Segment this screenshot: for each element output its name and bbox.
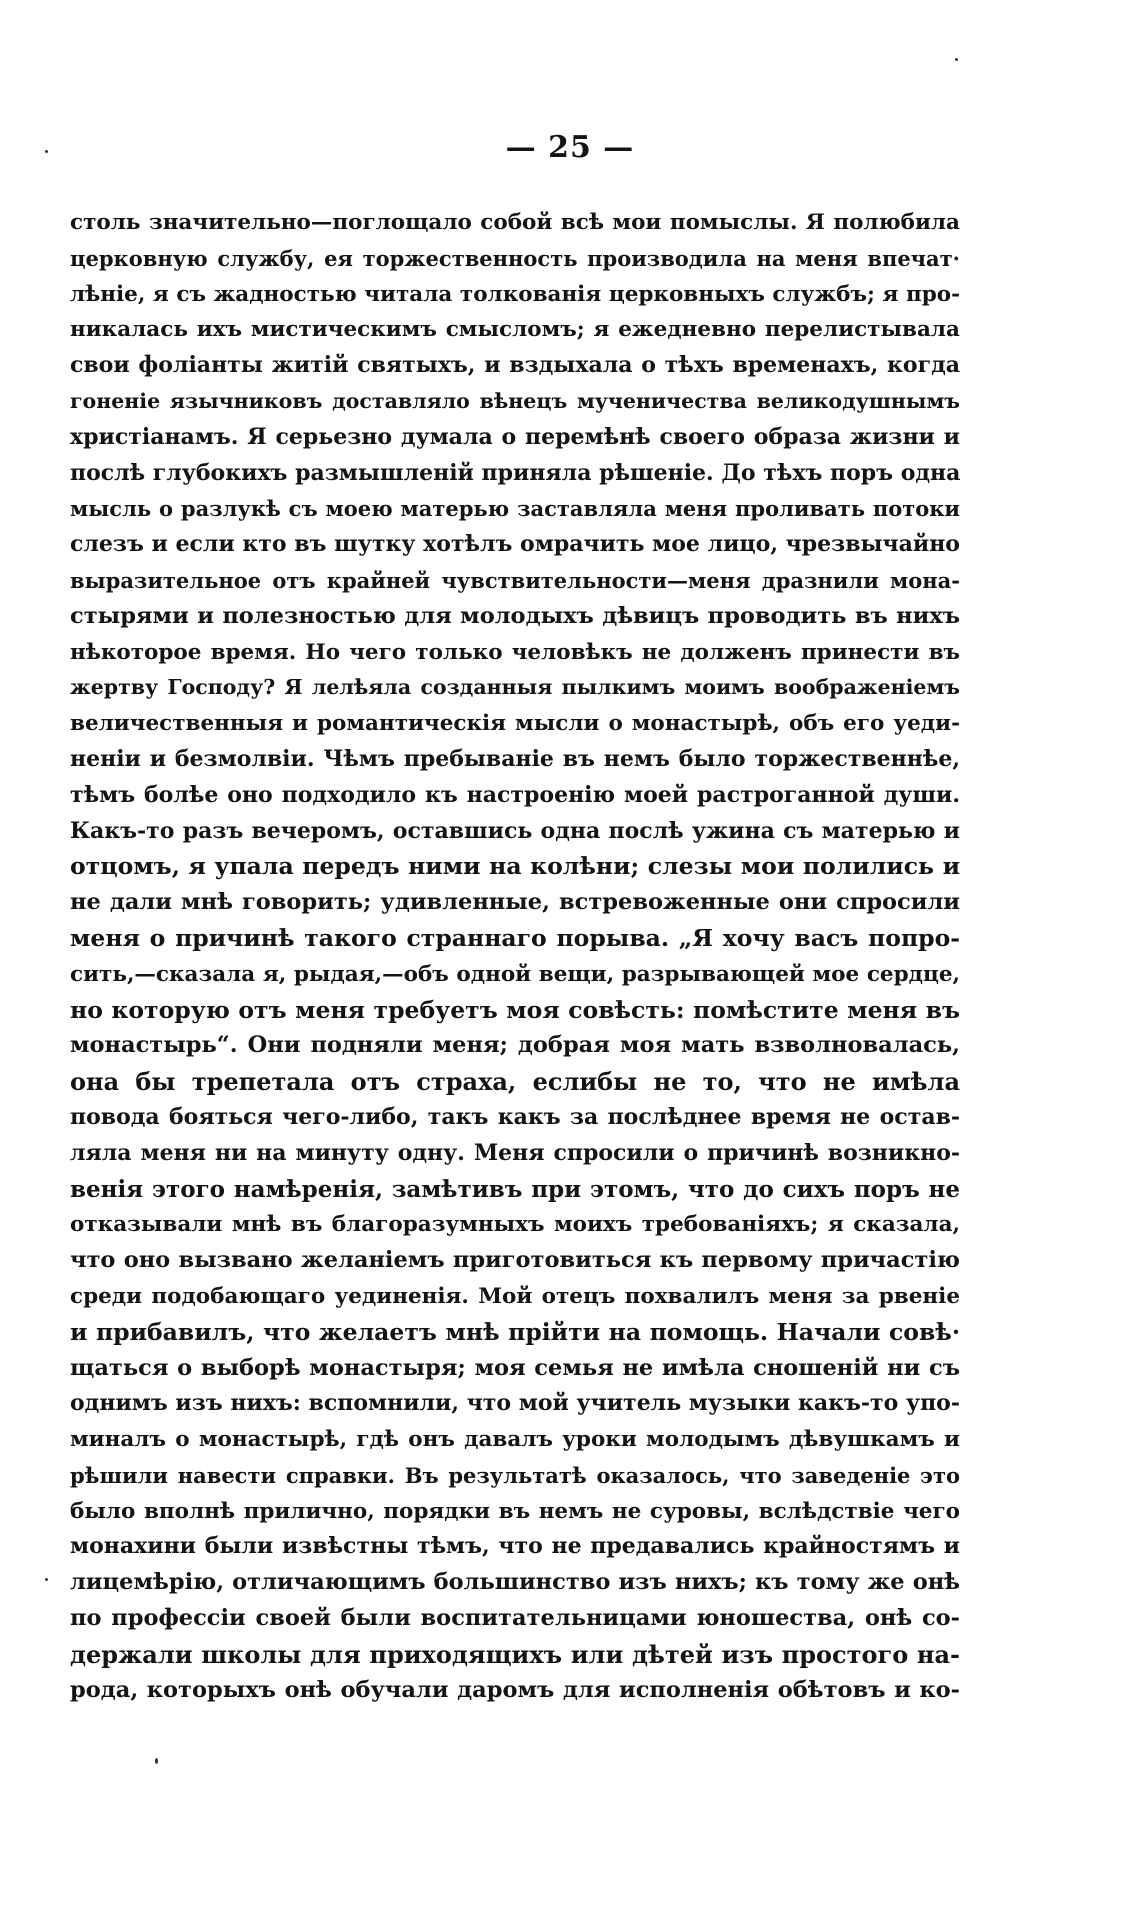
text-line: христіанамъ. Я серьезно думала о перемѣнѣ своего образа жизни и — [70, 423, 960, 450]
text-line: столь значительно—поглощало собой всѣ мои помыслы. Я полюбила — [70, 210, 960, 235]
text-line: монастырь“. Они подняли меня; добрая моя мать взволновалась, — [70, 1032, 960, 1059]
text-line: гоненіе язычниковъ доставляло вѣнецъ мученичества великодушнымъ — [70, 388, 960, 413]
text-line: Какъ-то разъ вечеромъ, оставшись одна послѣ ужина съ матерью и — [70, 817, 960, 844]
text-line: повода бояться чего-либо, такъ какъ за послѣднее время не остав- — [70, 1103, 960, 1130]
scan-speck — [155, 1758, 158, 1764]
text-line: слезъ и если кто въ шутку хотѣлъ омрачить мое лицо, чрезвычайно — [70, 531, 960, 558]
scan-speck — [45, 1578, 48, 1581]
text-line: отцомъ, я упала передъ ними на колѣни; слезы мои полились и — [70, 852, 960, 881]
text-line: по профессіи своей были воспитательницами юношества, онѣ со- — [70, 1605, 960, 1632]
text-line: неніи и безмолвіи. Чѣмъ пребываніе въ немъ было торжественнѣе, — [70, 745, 960, 772]
text-line: послѣ глубокихъ размышленій приняла рѣшеніе. До тѣхъ поръ одна — [70, 459, 960, 486]
text-line: рода, которыхъ онѣ обучали даромъ для исполненія обѣтовъ и ко- — [70, 1676, 960, 1703]
text-line: щаться о выборѣ монастыря; моя семья не имѣла сношеній ни съ — [70, 1354, 960, 1381]
text-line: никалась ихъ мистическимъ смысломъ; я ежедневно перелистывала — [70, 317, 960, 343]
text-line: однимъ изъ нихъ: вспомнили, что мой учитель музыки какъ-то упо- — [70, 1390, 960, 1417]
text-line: она бы трепетала отъ страха, еслибы не то, что не имѣла — [70, 1067, 960, 1097]
text-line: величественныя и романтическія мысли о монастырѣ, объ его уеди- — [70, 711, 960, 737]
body-text — [70, 205, 960, 1708]
text-line: миналъ о монастырѣ, гдѣ онъ давалъ уроки молодымъ дѣвушкамъ и — [70, 1427, 960, 1453]
text-line: среди подобающаго уединенія. Мой отецъ похвалилъ меня за рвеніе — [70, 1283, 960, 1309]
text-line: не дали мнѣ говорить; удивленные, встревоженные они спросили — [70, 889, 960, 916]
text-line: церковную службу, ея торжественность производила на меня впечат· — [70, 245, 960, 271]
text-line: отказывали мнѣ въ благоразумныхъ моихъ требованіяхъ; я сказала, — [70, 1212, 960, 1238]
text-line: сить,—сказала я, рыдая,—объ одной вещи, разрывающей мое сердце, — [70, 961, 960, 987]
page-number: — 25 — — [505, 130, 635, 165]
text-line: свои фоліанты житій святыхъ, и вздыхала о тѣхъ временахъ, когда — [70, 352, 960, 379]
text-line: тѣмъ болѣе оно подходило къ настроенію моей растроганной души. — [70, 781, 960, 808]
text-line: нѣкоторое время. Но чего только человѣкъ не долженъ принести въ — [70, 639, 960, 665]
text-line: лѣніе, я съ жадностью читала толкованія церковныхъ службъ; я про- — [70, 281, 960, 307]
text-line: монахини были извѣстны тѣмъ, что не предавались крайностямъ и — [70, 1533, 960, 1560]
text-line: стырями и полезностью для молодыхъ дѣвицъ проводить въ нихъ — [70, 602, 960, 629]
text-line: жертву Господу? Я лелѣяла созданныя пылкимъ моимъ воображеніемъ — [70, 675, 960, 700]
text-line: было вполнѣ прилично, порядки въ немъ не суровы, вслѣдствіе чего — [70, 1498, 960, 1524]
text-line: лицемѣрію, отличающимъ большинство изъ нихъ; къ тому же онѣ — [70, 1569, 960, 1596]
text-line: выразительное отъ крайней чувствительности—меня дразнили мона- — [70, 567, 960, 593]
text-line: что оно вызвано желаніемъ приготовиться къ первому причастію — [70, 1247, 960, 1274]
text-line: держали школы для приходящихъ или дѣтей изъ простого на- — [70, 1639, 960, 1669]
text-line: но которую отъ меня требуетъ моя совѣсть: помѣстите меня въ — [70, 995, 960, 1024]
text-line: меня о причинѣ такого страннаго порыва. „Я хочу васъ попро- — [70, 923, 960, 952]
text-line: ляла меня ни на минуту одну. Меня спросили о причинѣ возникно- — [70, 1139, 960, 1166]
text-line: рѣшили навести справки. Въ результатѣ оказалось, что заведеніе это — [70, 1462, 960, 1488]
scan-speck — [955, 58, 958, 61]
text-line: венія этого намѣренія, замѣтивъ при этомъ, что до сихъ поръ не — [70, 1175, 960, 1203]
text-line: мысль о разлукѣ съ моею матерью заставляла меня проливать потоки — [70, 496, 960, 522]
text-line: и прибавилъ, что желаетъ мнѣ прійти на помощь. Начали совѣ· — [70, 1317, 960, 1346]
